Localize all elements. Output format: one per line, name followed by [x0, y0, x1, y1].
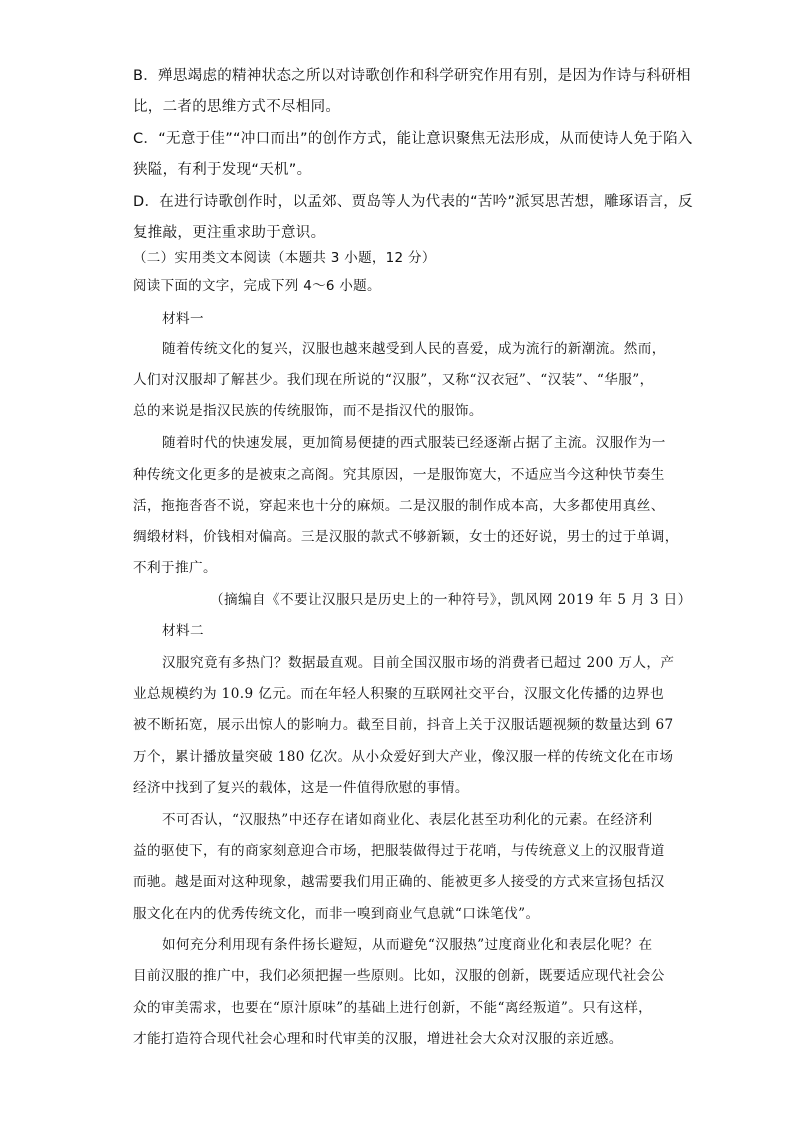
material-1-paragraph-1-line-3: 总的来说是指汉民族的传统服饰，而不是指汉代的服饰。 [133, 403, 483, 419]
option-b-line-2: 比，二者的思维方式不尽相同。 [133, 99, 341, 115]
material-2-paragraph-2-line-1: 不可否认，“汉服热”中还存在诸如商业化、表层化甚至功利化的元素。在经济利 [162, 812, 653, 828]
material-2-paragraph-1-line-4: 万个，累计播放量突破 180 亿次。从小众爱好到大产业，像汉服一样的传统文化在市场 [133, 749, 674, 765]
material-2-paragraph-2-line-4: 服文化在内的优秀传统文化，而非一嗅到商业气息就“口诛笔伐”。 [133, 906, 540, 922]
option-c-line-1: C．“无意于佳”“冲口而出”的创作方式，能让意识聚焦无法形成，从而使诗人免于陷入 [133, 131, 693, 147]
section-heading: （二）实用类文本阅读（本题共 3 小题，12 分） [133, 250, 436, 266]
material-2-title: 材料二 [162, 623, 204, 639]
material-2-paragraph-1-line-1: 汉服究竟有多热门？数据最直观。目前全国汉服市场的消费者已超过 200 万人，产 [162, 655, 675, 671]
material-1-source: （摘编自《不要让汉服只是历史上的一种符号》，凯风网 2019 年 5 月 3 日） [210, 592, 692, 608]
material-2-paragraph-3-line-2: 目前汉服的推广中，我们必须把握一些原则。比如，汉服的创新，既要适应现代社会公 [133, 968, 665, 984]
material-1-paragraph-2-line-3: 活，拖拖沓沓不说，穿起来也十分的麻烦。二是汉服的制作成本高，大多都使用真丝、 [133, 498, 665, 514]
material-1-paragraph-2-line-1: 随着时代的快速发展，更加简易便捷的西式服装已经逐渐占据了主流。汉服作为一 [162, 435, 666, 451]
option-b-line-1: B．殚思竭虑的精神状态之所以对诗歌创作和科学研究作用有别，是因为作诗与科研相 [133, 68, 691, 84]
option-d-line-2: 复推敲，更注重求助于意识。 [133, 225, 326, 241]
material-2-paragraph-1-line-3: 被不断拓宽，展示出惊人的影响力。截至目前，抖音上关于汉服话题视频的数量达到 67 [133, 717, 674, 733]
option-c-line-2: 狭隘，有利于发现“天机”。 [133, 162, 312, 178]
material-1-paragraph-2-line-4: 绸缎材料，价钱相对偏高。三是汉服的款式不够新颖，女士的还好说，男士的过于单调， [133, 529, 679, 545]
material-2-paragraph-2-line-2: 益的驱使下，有的商家刻意迎合市场，把服装做得过于花哨，与传统意义上的汉服背道 [133, 843, 665, 859]
material-2-paragraph-2-line-3: 而驰。越是面对这种现象，越需要我们用正确的、能被更多人接受的方式来宣扬包括汉 [133, 874, 665, 890]
material-1-paragraph-2-line-5: 不利于推广。 [133, 560, 217, 576]
material-2-paragraph-3-line-3: 众的审美需求，也要在“原汁原味”的基础上进行创新，不能“离经叛道”。只有这样， [133, 1000, 653, 1016]
material-1-paragraph-1-line-1: 随着传统文化的复兴，汉服也越来越受到人民的喜爱，成为流行的新潮流。然而， [162, 341, 666, 357]
material-1-paragraph-1-line-2: 人们对汉服却了解甚少。我们现在所说的“汉服”，又称“汉衣冠”、“汉装”、“华服”， [133, 372, 654, 388]
material-2-paragraph-1-line-5: 经济中找到了复兴的载体，这是一件值得欣慰的事情。 [133, 780, 469, 796]
material-1-paragraph-2-line-2: 种传统文化更多的是被束之高阁。究其原因，一是服饰宽大，不适应当今这种快节奏生 [133, 467, 665, 483]
material-2-paragraph-3-line-1: 如何充分利用现有条件扬长避短，从而避免“汉服热”过度商业化和表层化呢？在 [162, 937, 653, 953]
option-d-line-1: D．在进行诗歌创作时，以孟郊、贾岛等人为代表的“苦吟”派冥思苦想，雕琢语言，反 [133, 194, 693, 210]
material-2-paragraph-3-line-4: 才能打造符合现代社会心理和时代审美的汉服，增进社会大众对汉服的亲近感。 [133, 1031, 623, 1047]
material-2-paragraph-1-line-2: 业总规模约为 10.9 亿元。而在年轻人积聚的互联网社交平台，汉服文化传播的边界也 [133, 686, 665, 702]
section-instruction: 阅读下面的文字，完成下列 4～6 小题。 [133, 278, 381, 294]
material-1-title: 材料一 [162, 311, 204, 327]
